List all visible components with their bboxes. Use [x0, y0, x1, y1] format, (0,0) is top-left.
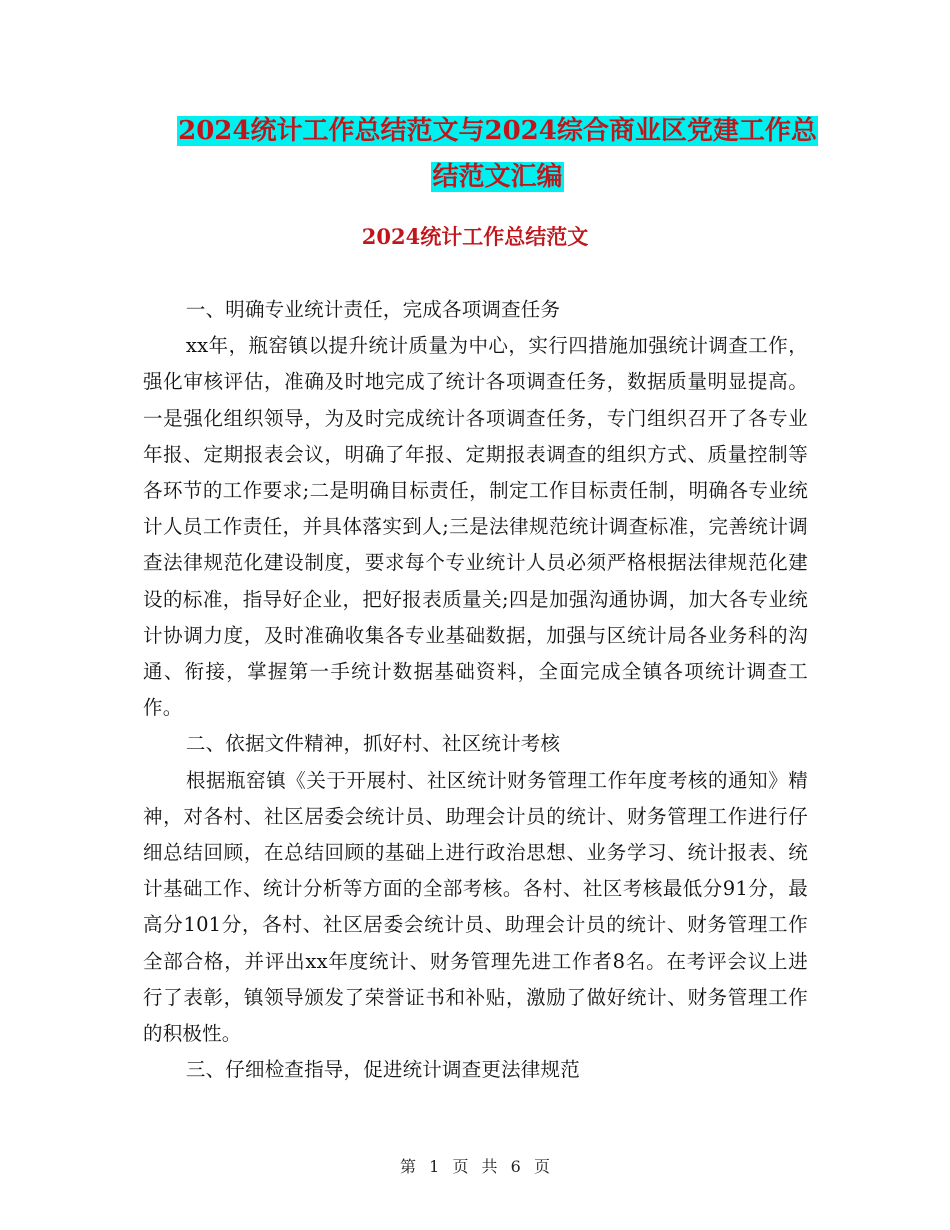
heading-paragraph-1: 一、明确专业统计责任，完成各项调查任务 [185, 298, 561, 321]
footer-total-pages: 6 [510, 1157, 521, 1176]
heading-paragraph-3: 三、仔细检查指导，促进统计调查更法律规范 [185, 1058, 580, 1082]
document-title-line2: 结范文汇编 [432, 162, 563, 192]
body-paragraph-1: xx年，瓶窑镇以提升统计质量为中心，实行四措施加强统计调查工作，强化审核评估，准确及时地完成了统计各项调查任务，数据质量明显提高。一是强化组织领导，为及时完成统计各项调查任务，专门组织召开了各专业年报、定期报表会议，明确了年报、定期报表调查的组织方式、质量控制等各环节的工作要求;二是明确目标责任，制定工作目标责任制，明确各专业统计人员工作责任，并具体落实到人;三是法律规范统计调查标准，完善统计调查法律规范化建设制度，要求每个专业统计人员必须严格根据法律规范化建设的标准，指导好企业，把好报表质量关;四是加强沟通协调，加大各专业统计协调力度，及时准确收集各专业基础数据，加强与区统计局各业务科的沟通、衔接，掌握第一手统计数据基础资料，全面完成全镇各项统计调查工作。 [143, 334, 808, 720]
document-body [143, 292, 808, 1088]
document-title [140, 108, 855, 200]
page-footer [0, 1154, 950, 1177]
footer-page-prefix: 第 [400, 1157, 417, 1176]
footer-page-number: 1 [429, 1157, 440, 1176]
footer-total-suffix: 页 [533, 1157, 550, 1176]
body-paragraph-2: 根据瓶窑镇《关于开展村、社区统计财务管理工作年度考核的通知》精神，对各村、社区居委会统计员、助理会计员的统计、财务管理工作进行仔细总结回顾，在总结回顾的基础上进行政治思想、业务学习、统计报表、统计基础工作、统计分析等方面的全部考核。各村、社区考核最低分91分，最高分101分，各村、社区居委会统计员、助理会计员的统计、财务管理工作全部合格，并评出xx年度统计、财务管理先进工作者8名。在考评会议上进行了表彰，镇领导颁发了荣誉证书和补贴，激励了做好统计、财务管理工作的积极性。 [143, 768, 808, 1046]
footer-total-prefix: 共 [481, 1157, 498, 1176]
document-title-line1: 2024统计工作总结范文与2024综合商业区党建工作总 [178, 116, 817, 146]
heading-paragraph-2: 二、依据文件精神，抓好村、社区统计考核 [185, 732, 561, 756]
footer-page-mid: 页 [452, 1157, 469, 1176]
section-title: 2024统计工作总结范文 [361, 224, 589, 249]
